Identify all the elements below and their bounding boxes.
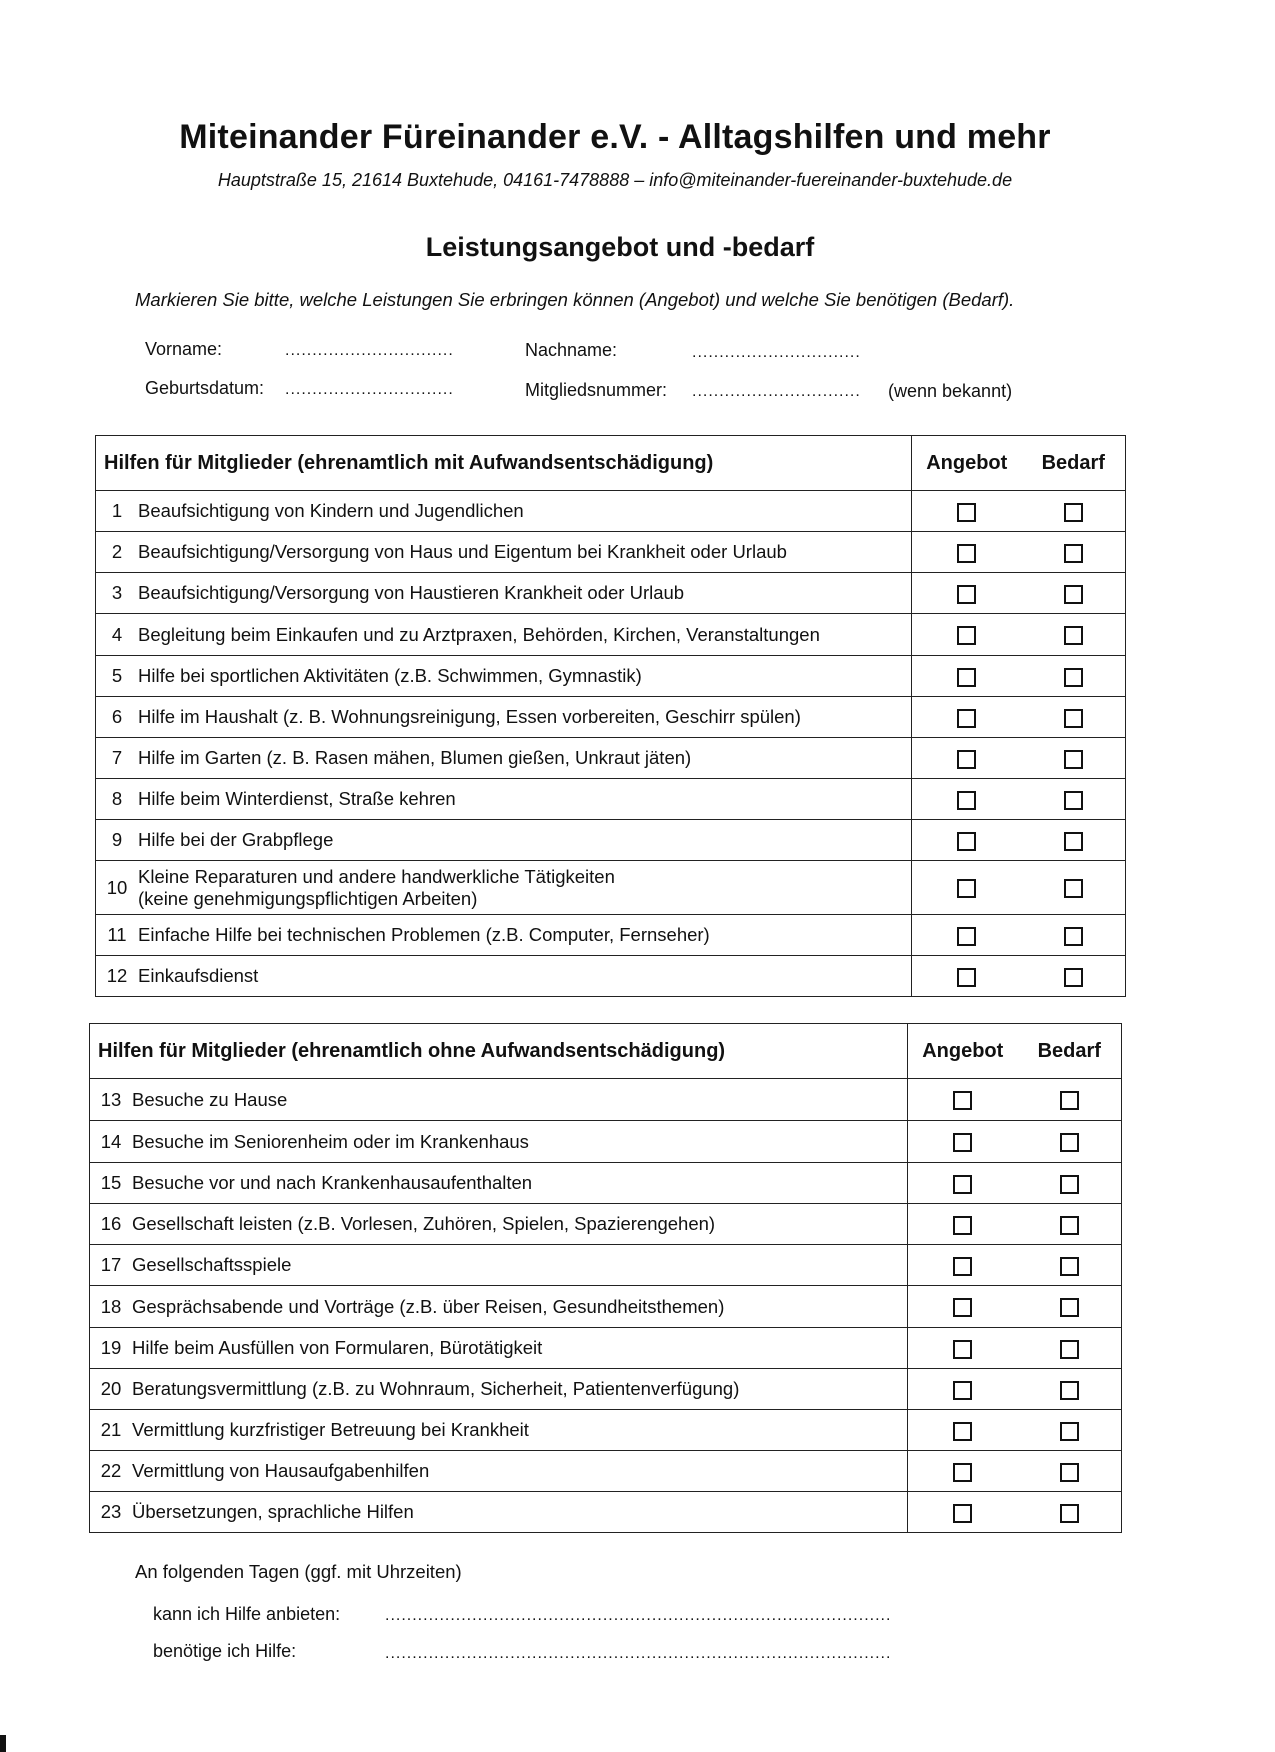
service-number: 19 — [100, 1337, 122, 1358]
service-label-line: Beratungsvermittlung (z.B. zu Wohnraum, Sicherheit, Patientenverfügung) — [132, 1378, 740, 1399]
offer-checkbox[interactable] — [953, 1422, 972, 1441]
need-checkbox[interactable] — [1060, 1340, 1079, 1359]
offer-checkbox[interactable] — [957, 791, 976, 810]
service-description — [96, 820, 912, 861]
offer-cell — [908, 1163, 1018, 1204]
member-number-note: (wenn bekannt) — [888, 381, 1013, 401]
table-header-row — [96, 436, 1126, 491]
service-number: 7 — [111, 747, 123, 768]
service-label-line: Besuche im Seniorenheim oder im Krankenhaus — [132, 1130, 529, 1152]
service-number: 16 — [100, 1213, 122, 1234]
first-name-field[interactable]: ............................... — [285, 342, 454, 359]
service-label-line: Gesellschaftsspiele — [132, 1254, 292, 1275]
service-number: 14 — [100, 1130, 122, 1152]
need-checkbox[interactable] — [1064, 832, 1083, 851]
need-cell — [1022, 738, 1126, 779]
service-description — [90, 1079, 908, 1121]
offer-cell — [908, 1410, 1018, 1451]
offer-checkbox[interactable] — [953, 1216, 972, 1235]
organization-address: Hauptstraße 15, 21614 Buxtehude, 04161-7478888 – info@miteinander-fuereinander-buxtehude.de — [217, 170, 1013, 190]
last-name-label: Nachname: — [525, 340, 618, 360]
service-number: 23 — [100, 1501, 122, 1522]
service-label — [138, 624, 820, 646]
table-row — [96, 820, 1126, 861]
service-description — [90, 1286, 908, 1328]
member-number-label: Mitgliedsnummer: — [525, 380, 668, 400]
service-description — [90, 1121, 908, 1163]
service-label-line: Hilfe bei der Grabpflege — [138, 829, 334, 850]
offer-cell — [912, 532, 1022, 573]
service-label — [138, 747, 691, 769]
table-row — [96, 491, 1126, 532]
service-label-line: Besuche zu Hause — [132, 1088, 288, 1110]
need-cell — [1022, 697, 1126, 738]
service-description — [90, 1410, 908, 1451]
table-row — [96, 738, 1126, 779]
need-checkbox[interactable] — [1064, 791, 1083, 810]
service-label — [138, 829, 333, 851]
column-need: Bedarf — [1018, 1024, 1122, 1079]
service-number: 13 — [100, 1088, 122, 1110]
service-label — [138, 665, 642, 687]
need-days-label: benötige ich Hilfe: — [153, 1641, 297, 1661]
offer-cell — [912, 573, 1022, 614]
offer-days-label: kann ich Hilfe anbieten: — [153, 1604, 341, 1624]
need-checkbox[interactable] — [1064, 879, 1083, 898]
offer-checkbox[interactable] — [953, 1091, 972, 1110]
service-label-line: Hilfe beim Winterdienst, Straße kehren — [138, 788, 456, 809]
table-header-row — [90, 1024, 1122, 1079]
need-checkbox[interactable] — [1064, 585, 1083, 604]
need-checkbox[interactable] — [1060, 1257, 1079, 1276]
days-intro: An folgenden Tagen (ggf. mit Uhrzeiten) — [135, 1561, 462, 1582]
offer-cell — [912, 491, 1022, 532]
service-label — [132, 1131, 529, 1153]
table-row — [90, 1204, 1122, 1245]
table-row — [96, 573, 1126, 614]
service-number: 17 — [100, 1254, 122, 1275]
need-cell — [1018, 1369, 1122, 1410]
service-number: 9 — [111, 829, 123, 850]
offer-cell — [908, 1204, 1018, 1245]
service-description — [90, 1492, 908, 1533]
service-label — [132, 1460, 429, 1482]
need-checkbox[interactable] — [1064, 668, 1083, 687]
service-description — [90, 1245, 908, 1286]
service-description — [96, 656, 912, 697]
offer-checkbox[interactable] — [957, 750, 976, 769]
last-name-field[interactable]: ............................... — [692, 344, 861, 361]
table-row — [96, 861, 1126, 915]
service-label-line: Einkaufsdienst — [138, 965, 259, 986]
need-checkbox[interactable] — [1060, 1422, 1079, 1441]
service-description — [96, 738, 912, 779]
need-checkbox[interactable] — [1064, 968, 1083, 987]
services-table-paid — [95, 435, 1126, 997]
need-cell — [1018, 1079, 1122, 1121]
service-label — [132, 1337, 542, 1359]
service-number: 12 — [106, 965, 128, 986]
offer-cell — [908, 1492, 1018, 1533]
services-table-unpaid — [89, 1023, 1122, 1533]
offer-cell — [912, 956, 1022, 997]
need-cell — [1018, 1328, 1122, 1369]
service-label-line: Kleine Reparaturen und andere handwerkliche Tätigkeiten — [138, 865, 615, 887]
service-label — [132, 1378, 739, 1400]
offer-cell — [912, 738, 1022, 779]
need-cell — [1018, 1286, 1122, 1328]
service-label — [132, 1089, 287, 1111]
service-label-line: Beaufsichtigung/Versorgung von Haus und Eigentum bei Krankheit oder Urlaub — [138, 541, 787, 562]
service-label-line: Hilfe im Haushalt (z. B. Wohnungsreinigung, Essen vorbereiten, Geschirr spülen) — [138, 706, 801, 727]
need-cell — [1022, 779, 1126, 820]
offer-cell — [912, 697, 1022, 738]
table-row — [90, 1079, 1122, 1121]
service-description — [96, 532, 912, 573]
service-number: 11 — [107, 924, 127, 945]
need-checkbox[interactable] — [1060, 1298, 1079, 1317]
need-checkbox[interactable] — [1064, 927, 1083, 946]
offer-checkbox[interactable] — [953, 1504, 972, 1523]
offer-cell — [908, 1121, 1018, 1163]
offer-cell — [908, 1328, 1018, 1369]
offer-cell — [912, 614, 1022, 656]
service-description — [96, 915, 912, 956]
need-checkbox[interactable] — [1064, 750, 1083, 769]
service-label — [138, 582, 684, 604]
offer-checkbox[interactable] — [953, 1463, 972, 1482]
table-row — [96, 614, 1126, 656]
table-row — [96, 697, 1126, 738]
service-label-line: Hilfe bei sportlichen Aktivitäten (z.B. Schwimmen, Gymnastik) — [138, 665, 642, 686]
need-cell — [1022, 573, 1126, 614]
need-cell — [1022, 956, 1126, 997]
need-cell — [1022, 915, 1126, 956]
offer-checkbox[interactable] — [957, 927, 976, 946]
service-label-line: Einfache Hilfe bei technischen Problemen (z.B. Computer, Fernseher) — [138, 924, 710, 945]
need-checkbox[interactable] — [1064, 503, 1083, 522]
need-checkbox[interactable] — [1060, 1381, 1079, 1400]
service-description — [96, 573, 912, 614]
service-number: 10 — [106, 876, 128, 898]
service-label — [138, 541, 787, 563]
service-description — [96, 697, 912, 738]
service-label-line: Übersetzungen, sprachliche Hilfen — [132, 1501, 414, 1522]
table-row — [96, 956, 1126, 997]
service-description — [96, 491, 912, 532]
need-checkbox[interactable] — [1060, 1091, 1079, 1110]
service-description — [90, 1204, 908, 1245]
offer-cell — [908, 1286, 1018, 1328]
need-cell — [1018, 1451, 1122, 1492]
table-row — [90, 1451, 1122, 1492]
service-number: 8 — [111, 788, 123, 809]
column-need: Bedarf — [1022, 436, 1126, 491]
need-checkbox[interactable] — [1060, 1216, 1079, 1235]
table-row — [96, 532, 1126, 573]
table-row — [90, 1492, 1122, 1533]
need-cell — [1022, 532, 1126, 573]
birth-date-label: Geburtsdatum: — [145, 378, 265, 398]
table-row — [90, 1369, 1122, 1410]
need-checkbox[interactable] — [1064, 544, 1083, 563]
form-instructions: Markieren Sie bitte, welche Leistungen Sie erbringen können (Angebot) und welche Sie benötigen (Bedarf). — [135, 289, 1015, 310]
service-description — [90, 1369, 908, 1410]
need-checkbox[interactable] — [1060, 1463, 1079, 1482]
service-label — [138, 924, 710, 946]
need-cell — [1022, 656, 1126, 697]
table-row — [90, 1328, 1122, 1369]
service-number: 5 — [111, 665, 123, 686]
need-checkbox[interactable] — [1064, 709, 1083, 728]
service-label-line: Hilfe beim Ausfüllen von Formularen, Bürotätigkeit — [132, 1337, 543, 1358]
service-label — [138, 866, 615, 910]
offer-checkbox[interactable] — [957, 585, 976, 604]
offer-cell — [912, 779, 1022, 820]
service-number: 4 — [111, 623, 123, 645]
offer-cell — [912, 820, 1022, 861]
service-description — [90, 1328, 908, 1369]
table-row — [90, 1245, 1122, 1286]
service-label — [132, 1172, 532, 1194]
service-label — [132, 1419, 529, 1441]
offer-cell — [908, 1079, 1018, 1121]
offer-checkbox[interactable] — [953, 1340, 972, 1359]
need-cell — [1022, 614, 1126, 656]
need-checkbox[interactable] — [1064, 626, 1083, 645]
table-row — [90, 1121, 1122, 1163]
need-cell — [1018, 1121, 1122, 1163]
service-label — [138, 788, 456, 810]
need-cell — [1018, 1410, 1122, 1451]
service-number: 15 — [100, 1172, 122, 1193]
service-label-line: Beaufsichtigung/Versorgung von Haustieren Krankheit oder Urlaub — [138, 582, 685, 603]
need-checkbox[interactable] — [1060, 1504, 1079, 1523]
table-row — [90, 1410, 1122, 1451]
service-description — [90, 1163, 908, 1204]
section-title: Hilfen für Mitglieder (ehrenamtlich ohne Aufwandsentschädigung) — [90, 1024, 908, 1079]
organization-title: Miteinander Füreinander e.V. - Alltagshilfen und mehr — [179, 118, 1051, 156]
service-number: 18 — [100, 1295, 122, 1317]
form-title: Leistungsangebot und -bedarf — [425, 232, 815, 262]
offer-checkbox[interactable] — [957, 626, 976, 645]
need-cell — [1018, 1204, 1122, 1245]
need-cell — [1022, 820, 1126, 861]
service-number: 22 — [100, 1460, 122, 1481]
offer-cell — [908, 1451, 1018, 1492]
service-description — [96, 614, 912, 656]
service-number: 3 — [111, 582, 123, 603]
offer-checkbox[interactable] — [957, 544, 976, 563]
service-label-line: Gesellschaft leisten (z.B. Vorlesen, Zuhören, Spielen, Spazierengehen) — [132, 1213, 716, 1234]
service-label — [138, 706, 801, 728]
service-label-line: Gesprächsabende und Vorträge (z.B. über Reisen, Gesundheitsthemen) — [132, 1295, 725, 1317]
need-checkbox[interactable] — [1060, 1133, 1079, 1152]
member-number-field[interactable]: ............................... — [692, 383, 861, 400]
need-cell — [1022, 491, 1126, 532]
need-days-field[interactable]: ............................................................................................. — [385, 1645, 892, 1662]
service-label-line: Vermittlung kurzfristiger Betreuung bei Krankheit — [132, 1419, 529, 1440]
service-label — [138, 965, 258, 987]
table-row — [90, 1286, 1122, 1328]
table-row — [90, 1163, 1122, 1204]
offer-checkbox[interactable] — [953, 1175, 972, 1194]
offer-cell — [912, 915, 1022, 956]
offer-cell — [908, 1369, 1018, 1410]
service-description — [96, 956, 912, 997]
offer-checkbox[interactable] — [957, 832, 976, 851]
service-label-line: Beaufsichtigung von Kindern und Jugendlichen — [138, 500, 524, 521]
service-label-line: Vermittlung von Hausaufgabenhilfen — [132, 1460, 430, 1481]
service-label — [138, 500, 524, 522]
offer-checkbox[interactable] — [953, 1133, 972, 1152]
column-offer: Angebot — [912, 436, 1022, 491]
first-name-label: Vorname: — [145, 339, 223, 359]
service-label — [132, 1213, 715, 1235]
need-cell — [1022, 861, 1126, 915]
service-number: 1 — [111, 500, 123, 521]
service-label — [132, 1501, 414, 1523]
service-label — [132, 1296, 724, 1318]
service-number: 21 — [100, 1419, 122, 1440]
service-label-line: Besuche vor und nach Krankenhausaufenthalten — [132, 1172, 533, 1193]
column-offer: Angebot — [908, 1024, 1018, 1079]
scan-mark — [0, 1735, 6, 1752]
offer-cell — [908, 1245, 1018, 1286]
offer-cell — [912, 861, 1022, 915]
service-number: 20 — [100, 1378, 122, 1399]
table-row — [96, 915, 1126, 956]
table-row — [96, 779, 1126, 820]
offer-checkbox[interactable] — [957, 709, 976, 728]
service-description — [96, 779, 912, 820]
service-label-line: Begleitung beim Einkaufen und zu Arztpraxen, Behörden, Kirchen, Veranstaltungen — [138, 623, 820, 645]
offer-checkbox[interactable] — [957, 968, 976, 987]
need-cell — [1018, 1492, 1122, 1533]
offer-checkbox[interactable] — [957, 503, 976, 522]
birth-date-field[interactable]: ............................... — [285, 381, 454, 398]
need-cell — [1018, 1163, 1122, 1204]
offer-checkbox[interactable] — [953, 1257, 972, 1276]
offer-days-field[interactable]: ............................................................................................. — [385, 1607, 892, 1624]
offer-checkbox[interactable] — [957, 879, 976, 898]
service-number: 6 — [111, 706, 123, 727]
section-title: Hilfen für Mitglieder (ehrenamtlich mit Aufwandsentschädigung) — [96, 436, 912, 491]
offer-checkbox[interactable] — [953, 1381, 972, 1400]
table-row — [96, 656, 1126, 697]
service-label-line: Hilfe im Garten (z. B. Rasen mähen, Blumen gießen, Unkraut jäten) — [138, 747, 692, 768]
service-description — [96, 861, 912, 915]
offer-cell — [912, 656, 1022, 697]
service-number: 2 — [111, 541, 123, 562]
need-checkbox[interactable] — [1060, 1175, 1079, 1194]
service-label — [132, 1254, 291, 1276]
need-cell — [1018, 1245, 1122, 1286]
service-label-line: (keine genehmigungspflichtigen Arbeiten) — [138, 887, 478, 909]
offer-checkbox[interactable] — [957, 668, 976, 687]
offer-checkbox[interactable] — [953, 1298, 972, 1317]
service-description — [90, 1451, 908, 1492]
